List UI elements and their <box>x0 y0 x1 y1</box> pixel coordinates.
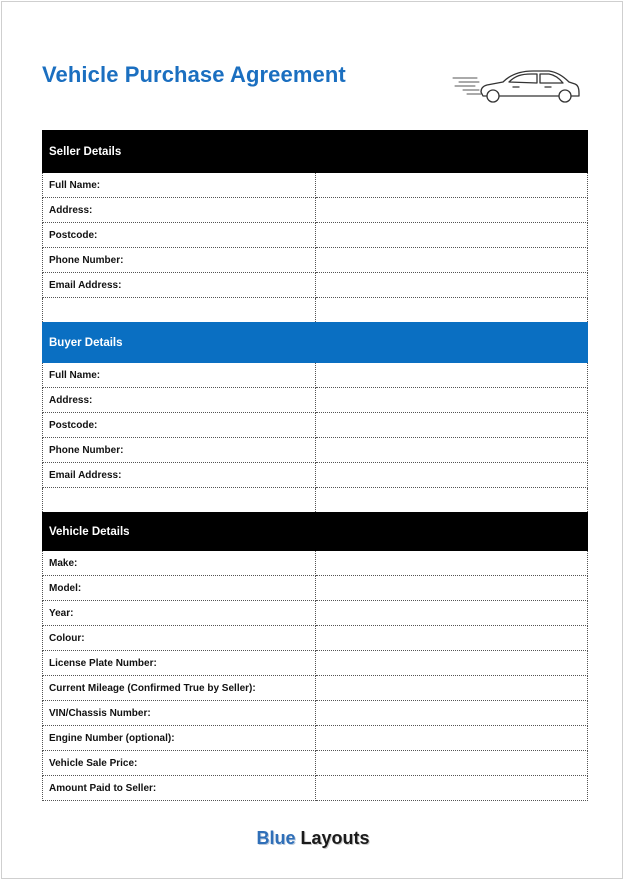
vehicle-label-vin: VIN/Chassis Number: <box>43 701 316 726</box>
buyer-row-postcode <box>43 413 588 438</box>
section-header-seller <box>43 131 588 173</box>
seller-label-email: Email Address: <box>43 273 316 298</box>
vehicle-input-model[interactable] <box>315 576 588 601</box>
section-header-vehicle <box>43 513 588 551</box>
seller-input-extra[interactable] <box>315 298 588 323</box>
vehicle-label-model: Model: <box>43 576 316 601</box>
vehicle-input-year[interactable] <box>315 601 588 626</box>
vehicle-label-colour: Colour: <box>43 626 316 651</box>
car-icon <box>451 66 583 104</box>
seller-input-address[interactable] <box>315 198 588 223</box>
seller-label-address: Address: <box>43 198 316 223</box>
vehicle-row-vin <box>43 701 588 726</box>
vehicle-label-mileage: Current Mileage (Confirmed True by Seller): <box>43 676 316 701</box>
buyer-input-postcode[interactable] <box>315 413 588 438</box>
vehicle-label-license-plate: License Plate Number: <box>43 651 316 676</box>
vehicle-label-year: Year: <box>43 601 316 626</box>
buyer-row-email <box>43 463 588 488</box>
seller-row-postcode <box>43 223 588 248</box>
vehicle-row-mileage <box>43 676 588 701</box>
vehicle-input-engine-number[interactable] <box>315 726 588 751</box>
vehicle-row-engine-number <box>43 726 588 751</box>
seller-input-email[interactable] <box>315 273 588 298</box>
vehicle-row-license-plate <box>43 651 588 676</box>
vehicle-row-model <box>43 576 588 601</box>
vehicle-row-colour <box>43 626 588 651</box>
vehicle-input-amount-paid[interactable] <box>315 776 588 801</box>
seller-row-extra <box>43 298 588 323</box>
seller-section-heading: Seller Details <box>43 131 588 173</box>
buyer-row-address <box>43 388 588 413</box>
seller-input-full-name[interactable] <box>315 173 588 198</box>
seller-input-phone[interactable] <box>315 248 588 273</box>
vehicle-input-mileage[interactable] <box>315 676 588 701</box>
seller-row-phone <box>43 248 588 273</box>
vehicle-label-engine-number: Engine Number (optional): <box>43 726 316 751</box>
vehicle-label-make: Make: <box>43 551 316 576</box>
buyer-row-extra <box>43 488 588 513</box>
buyer-label-phone: Phone Number: <box>43 438 316 463</box>
buyer-input-email[interactable] <box>315 463 588 488</box>
seller-label-postcode: Postcode: <box>43 223 316 248</box>
buyer-input-extra[interactable] <box>315 488 588 513</box>
buyer-label-full-name: Full Name: <box>43 363 316 388</box>
seller-label-phone: Phone Number: <box>43 248 316 273</box>
section-header-buyer <box>43 323 588 363</box>
brand-logo-part2: Layouts <box>300 828 370 848</box>
seller-row-address <box>43 198 588 223</box>
document-title: Vehicle Purchase Agreement <box>42 62 346 87</box>
buyer-input-address[interactable] <box>315 388 588 413</box>
vehicle-label-amount-paid: Amount Paid to Seller: <box>43 776 316 801</box>
buyer-label-address: Address: <box>43 388 316 413</box>
seller-label-full-name: Full Name: <box>43 173 316 198</box>
seller-row-full-name <box>43 173 588 198</box>
seller-input-postcode[interactable] <box>315 223 588 248</box>
vehicle-row-amount-paid <box>43 776 588 801</box>
vehicle-input-colour[interactable] <box>315 626 588 651</box>
agreement-form-table <box>42 130 588 801</box>
vehicle-input-make[interactable] <box>315 551 588 576</box>
buyer-label-extra[interactable] <box>43 488 316 513</box>
brand-logo-part1: Blue <box>256 828 296 848</box>
buyer-section-heading: Buyer Details <box>43 323 588 363</box>
buyer-input-phone[interactable] <box>315 438 588 463</box>
vehicle-input-license-plate[interactable] <box>315 651 588 676</box>
vehicle-input-vin[interactable] <box>315 701 588 726</box>
brand-logo <box>2 828 624 849</box>
document-page <box>1 1 623 879</box>
vehicle-row-make <box>43 551 588 576</box>
vehicle-label-sale-price: Vehicle Sale Price: <box>43 751 316 776</box>
buyer-label-email: Email Address: <box>43 463 316 488</box>
buyer-label-postcode: Postcode: <box>43 413 316 438</box>
vehicle-section-heading: Vehicle Details <box>43 513 588 551</box>
vehicle-row-year <box>43 601 588 626</box>
vehicle-input-sale-price[interactable] <box>315 751 588 776</box>
buyer-row-phone <box>43 438 588 463</box>
buyer-row-full-name <box>43 363 588 388</box>
seller-label-extra[interactable] <box>43 298 316 323</box>
buyer-input-full-name[interactable] <box>315 363 588 388</box>
seller-row-email <box>43 273 588 298</box>
vehicle-row-sale-price <box>43 751 588 776</box>
